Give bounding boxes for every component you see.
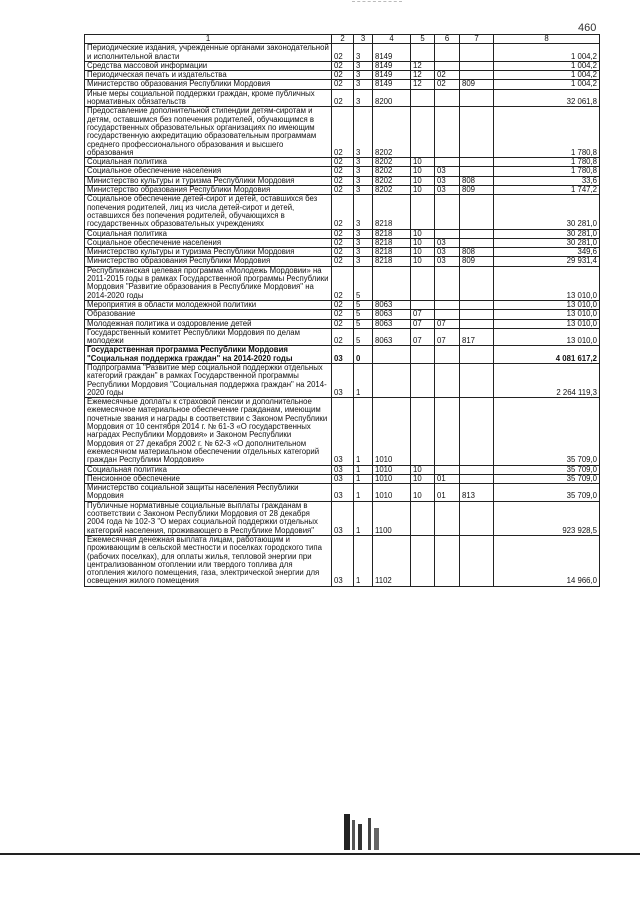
table-row	[85, 158, 600, 167]
col3-cell: 5	[354, 319, 373, 328]
row-name-cell: Периодические издания, учрежденные органами законодательной и исполнительной власти	[85, 44, 332, 62]
col5-cell: 10	[411, 238, 435, 247]
col-header-7: 7	[460, 35, 494, 44]
amount-cell: 1 780,8	[494, 107, 600, 158]
col5-cell: 12	[411, 71, 435, 80]
col-header-3: 3	[354, 35, 373, 44]
amount-cell: 349,6	[494, 248, 600, 257]
col7-cell: 809	[460, 186, 494, 195]
table-row	[85, 176, 600, 185]
col4-cell: 8063	[373, 319, 411, 328]
amount-cell: 1 004,2	[494, 61, 600, 70]
amount-cell: 35 709,0	[494, 474, 600, 483]
table-row	[85, 89, 600, 107]
col6-cell	[435, 501, 460, 535]
col3-cell: 5	[354, 310, 373, 319]
col4-cell: 1010	[373, 465, 411, 474]
col2-cell: 02	[332, 89, 354, 107]
col3-cell: 3	[354, 248, 373, 257]
col6-cell	[435, 89, 460, 107]
col5-cell: 10	[411, 186, 435, 195]
col4-cell: 8218	[373, 238, 411, 247]
col2-cell: 02	[332, 328, 354, 346]
col4-cell: 8149	[373, 71, 411, 80]
col5-cell	[411, 300, 435, 309]
row-name-cell: Подпрограмма "Развитие мер социальной поддержки отдельных категорий граждан" в рамках Государственной программы Республики Мордовия "Социальная поддержка граждан" на 2014-2020 годы	[85, 363, 332, 397]
col3-cell: 3	[354, 238, 373, 247]
col2-cell: 02	[332, 300, 354, 309]
col3-cell: 1	[354, 484, 373, 502]
col5-cell: 12	[411, 61, 435, 70]
col4-cell	[373, 346, 411, 364]
col7-cell	[460, 346, 494, 364]
col3-cell: 0	[354, 346, 373, 364]
col7-cell	[460, 44, 494, 62]
col3-cell: 3	[354, 44, 373, 62]
amount-cell: 30 281,0	[494, 238, 600, 247]
col6-cell	[435, 465, 460, 474]
col2-cell: 02	[332, 107, 354, 158]
col6-cell: 03	[435, 176, 460, 185]
col4-cell: 1100	[373, 501, 411, 535]
col2-cell: 02	[332, 158, 354, 167]
row-name-cell: Министерство образования Республики Мордовия	[85, 80, 332, 89]
page-number: 460	[578, 22, 597, 34]
row-name-cell: Министерство культуры и туризма Республики Мордовия	[85, 176, 332, 185]
col7-cell: 808	[460, 248, 494, 257]
col7-cell	[460, 107, 494, 158]
col7-cell	[460, 229, 494, 238]
col2-cell: 03	[332, 501, 354, 535]
col7-cell	[460, 158, 494, 167]
col6-cell: 07	[435, 328, 460, 346]
col6-cell	[435, 363, 460, 397]
col7-cell	[460, 474, 494, 483]
col5-cell	[411, 89, 435, 107]
col6-cell	[435, 158, 460, 167]
col7-cell: 813	[460, 484, 494, 502]
table-row	[85, 398, 600, 465]
row-name-cell: Министерство социальной защиты населения Республики Мордовия	[85, 484, 332, 502]
col4-cell	[373, 266, 411, 300]
col6-cell: 03	[435, 248, 460, 257]
col3-cell: 1	[354, 501, 373, 535]
col7-cell	[460, 465, 494, 474]
col7-cell	[460, 195, 494, 229]
col3-cell: 5	[354, 266, 373, 300]
col-header-4: 4	[373, 35, 411, 44]
row-name-cell: Социальное обеспечение населения	[85, 238, 332, 247]
amount-cell: 1 747,2	[494, 186, 600, 195]
col6-cell: 03	[435, 186, 460, 195]
col4-cell: 8063	[373, 328, 411, 346]
table-row	[85, 80, 600, 89]
col5-cell: 10	[411, 176, 435, 185]
col4-cell: 8149	[373, 80, 411, 89]
col3-cell: 3	[354, 71, 373, 80]
col4-cell: 8063	[373, 310, 411, 319]
col7-cell: 809	[460, 80, 494, 89]
col5-cell	[411, 266, 435, 300]
col4-cell: 8200	[373, 89, 411, 107]
col5-cell	[411, 398, 435, 465]
col2-cell: 03	[332, 346, 354, 364]
col7-cell	[460, 501, 494, 535]
col7-cell	[460, 238, 494, 247]
col5-cell	[411, 535, 435, 586]
amount-cell: 13 010,0	[494, 319, 600, 328]
col2-cell: 02	[332, 44, 354, 62]
amount-cell: 14 966,0	[494, 535, 600, 586]
table-row	[85, 300, 600, 309]
col2-cell: 02	[332, 71, 354, 80]
col-header-1: 1	[85, 35, 332, 44]
col3-cell: 3	[354, 186, 373, 195]
col7-cell	[460, 300, 494, 309]
amount-cell: 1 004,2	[494, 80, 600, 89]
table-row	[85, 238, 600, 247]
col7-cell: 808	[460, 176, 494, 185]
row-name-cell: Предоставление дополнительной стипендии детям-сиротам и детям, оставшимся без попечения родителей, обучающимся в государственных образовательных организациях по имеющим государственную аккредитацию образовательным программам среднего профессионального образования и высшего образования	[85, 107, 332, 158]
amount-cell: 13 010,0	[494, 300, 600, 309]
row-name-cell: Пенсионное обеспечение	[85, 474, 332, 483]
amount-cell: 4 081 617,2	[494, 346, 600, 364]
row-name-cell: Социальная политика	[85, 465, 332, 474]
table-row	[85, 310, 600, 319]
col6-cell: 01	[435, 484, 460, 502]
col3-cell: 1	[354, 535, 373, 586]
col6-cell	[435, 398, 460, 465]
col6-cell	[435, 107, 460, 158]
col7-cell	[460, 398, 494, 465]
row-name-cell: Мероприятия в области молодежной политики	[85, 300, 332, 309]
col2-cell: 03	[332, 398, 354, 465]
col4-cell	[373, 363, 411, 397]
table-row	[85, 167, 600, 176]
col3-cell: 1	[354, 363, 373, 397]
col6-cell: 02	[435, 71, 460, 80]
col7-cell	[460, 363, 494, 397]
amount-cell: 1 004,2	[494, 44, 600, 62]
col2-cell: 02	[332, 310, 354, 319]
col6-cell	[435, 300, 460, 309]
col2-cell: 03	[332, 484, 354, 502]
col6-cell: 01	[435, 474, 460, 483]
col4-cell: 8063	[373, 300, 411, 309]
col7-cell	[460, 266, 494, 300]
table-row	[85, 501, 600, 535]
table-row	[85, 61, 600, 70]
col5-cell	[411, 44, 435, 62]
table-row	[85, 44, 600, 62]
table-row	[85, 248, 600, 257]
row-name-cell: Министерство культуры и туризма Республики Мордовия	[85, 248, 332, 257]
row-name-cell: Социальная политика	[85, 158, 332, 167]
col4-cell: 8149	[373, 61, 411, 70]
col6-cell	[435, 346, 460, 364]
amount-cell: 1 004,2	[494, 71, 600, 80]
table-row	[85, 195, 600, 229]
col2-cell: 02	[332, 238, 354, 247]
col6-cell: 03	[435, 238, 460, 247]
col4-cell: 1010	[373, 398, 411, 465]
row-name-cell: Ежемесячные доплаты к страховой пенсии и дополнительное ежемесячное материальное обеспечение гражданам, имеющим почетные звания и награды в соответствии с Законом Республики Мордовия от 10 сентября 2014 г. № 61-З «О государственных наградах Республики Мордовия» и Законом Республики Мордовия от 27 декабря 2002 г. № 62-З «О дополнительном ежемесячном материальном обеспечении отдельных категорий граждан Республики Мордовия»	[85, 398, 332, 465]
row-name-cell: Образование	[85, 310, 332, 319]
col2-cell: 03	[332, 474, 354, 483]
row-name-cell: Министерство образования Республики Мордовия	[85, 257, 332, 266]
col2-cell: 03	[332, 363, 354, 397]
col6-cell	[435, 535, 460, 586]
row-name-cell: Республиканская целевая программа «Молодежь Мордовии» на 2011-2015 годы в рамках Государственной программы Республики Мордовия "Развитие образования в Республике Мордовия" на 2014-2020 годы	[85, 266, 332, 300]
col3-cell: 3	[354, 195, 373, 229]
col7-cell	[460, 89, 494, 107]
col6-cell	[435, 61, 460, 70]
amount-cell: 29 931,4	[494, 257, 600, 266]
scan-artifact-stamp	[332, 810, 394, 854]
col2-cell: 02	[332, 167, 354, 176]
budget-table	[84, 34, 600, 587]
table-row	[85, 346, 600, 364]
col6-cell: 03	[435, 167, 460, 176]
col6-cell: 07	[435, 319, 460, 328]
col-header-2: 2	[332, 35, 354, 44]
row-name-cell: Ежемесячная денежная выплата лицам, работающим и проживающим в сельской местности и поселках городского типа (рабочих поселках), для оплаты жилья, тепловой энергии при централизованном отоплении или твердого топлива для отопления жилого помещения, газа, электрической энергии для освещения жилого помещения	[85, 535, 332, 586]
row-name-cell: Государственная программа Республики Мордовия "Социальная поддержка граждан" на 2014-2020 годы	[85, 346, 332, 364]
amount-cell: 30 281,0	[494, 195, 600, 229]
amount-cell: 13 010,0	[494, 266, 600, 300]
amount-cell: 1 780,8	[494, 167, 600, 176]
col6-cell	[435, 266, 460, 300]
col3-cell: 3	[354, 167, 373, 176]
col6-cell: 03	[435, 257, 460, 266]
col5-cell: 10	[411, 474, 435, 483]
col3-cell: 1	[354, 398, 373, 465]
amount-cell: 33,6	[494, 176, 600, 185]
col2-cell: 02	[332, 195, 354, 229]
table-row	[85, 229, 600, 238]
scan-marks	[352, 1, 402, 6]
col4-cell: 8218	[373, 257, 411, 266]
col2-cell: 02	[332, 80, 354, 89]
col5-cell: 10	[411, 465, 435, 474]
col6-cell	[435, 44, 460, 62]
row-name-cell: Социальное обеспечение населения	[85, 167, 332, 176]
col5-cell: 12	[411, 80, 435, 89]
amount-cell: 923 928,5	[494, 501, 600, 535]
col4-cell: 8202	[373, 176, 411, 185]
amount-cell: 32 061,8	[494, 89, 600, 107]
row-name-cell: Периодическая печать и издательства	[85, 71, 332, 80]
col5-cell: 07	[411, 328, 435, 346]
col7-cell: 817	[460, 328, 494, 346]
col2-cell: 02	[332, 319, 354, 328]
row-name-cell: Социальная политика	[85, 229, 332, 238]
col7-cell	[460, 535, 494, 586]
col-header-5: 5	[411, 35, 435, 44]
col3-cell: 3	[354, 61, 373, 70]
amount-cell: 35 709,0	[494, 465, 600, 474]
col6-cell: 02	[435, 80, 460, 89]
col2-cell: 02	[332, 61, 354, 70]
col2-cell: 02	[332, 248, 354, 257]
table-row	[85, 474, 600, 483]
col2-cell: 02	[332, 229, 354, 238]
table-row	[85, 484, 600, 502]
col5-cell	[411, 195, 435, 229]
col7-cell	[460, 167, 494, 176]
col5-cell	[411, 346, 435, 364]
col3-cell: 3	[354, 158, 373, 167]
col-header-6: 6	[435, 35, 460, 44]
row-name-cell: Молодежная политика и оздоровление детей	[85, 319, 332, 328]
col7-cell	[460, 319, 494, 328]
table-body	[85, 44, 600, 586]
amount-cell: 30 281,0	[494, 229, 600, 238]
col4-cell: 8202	[373, 158, 411, 167]
col6-cell	[435, 195, 460, 229]
row-name-cell: Социальное обеспечение детей-сирот и детей, оставшихся без попечения родителей, лиц из числа детей-сирот и детей, оставшихся без попечения родителей, обучающихся в государственных образовательных учреждениях	[85, 195, 332, 229]
col4-cell: 1010	[373, 484, 411, 502]
table-row	[85, 535, 600, 586]
col4-cell: 8202	[373, 186, 411, 195]
col3-cell: 3	[354, 80, 373, 89]
col2-cell: 02	[332, 266, 354, 300]
col5-cell: 10	[411, 484, 435, 502]
table-row	[85, 319, 600, 328]
col5-cell: 10	[411, 158, 435, 167]
col3-cell: 5	[354, 300, 373, 309]
col4-cell: 1010	[373, 474, 411, 483]
amount-cell: 2 264 119,3	[494, 363, 600, 397]
col3-cell: 5	[354, 328, 373, 346]
col4-cell: 8218	[373, 229, 411, 238]
col2-cell: 02	[332, 186, 354, 195]
col7-cell	[460, 71, 494, 80]
col3-cell: 3	[354, 229, 373, 238]
table-row	[85, 328, 600, 346]
col7-cell	[460, 310, 494, 319]
col6-cell	[435, 310, 460, 319]
col4-cell: 1102	[373, 535, 411, 586]
table-row	[85, 107, 600, 158]
col2-cell: 03	[332, 465, 354, 474]
amount-cell: 1 780,8	[494, 158, 600, 167]
col5-cell	[411, 107, 435, 158]
page-bottom-rule	[0, 853, 640, 855]
col5-cell: 10	[411, 257, 435, 266]
col2-cell: 02	[332, 176, 354, 185]
table-row	[85, 266, 600, 300]
col7-cell: 809	[460, 257, 494, 266]
col5-cell	[411, 363, 435, 397]
row-name-cell: Государственный комитет Республики Мордовия по делам молодежи	[85, 328, 332, 346]
col3-cell: 3	[354, 89, 373, 107]
row-name-cell: Публичные нормативные социальные выплаты гражданам в соответствии с Законом Республики Мордовия от 28 декабря 2004 года № 102-З "О мерах социальной поддержки отдельных категорий населения, проживающего в Республике Мордовия"	[85, 501, 332, 535]
col4-cell: 8202	[373, 167, 411, 176]
table-row	[85, 186, 600, 195]
col5-cell: 10	[411, 167, 435, 176]
col5-cell: 10	[411, 229, 435, 238]
col5-cell: 07	[411, 319, 435, 328]
col4-cell: 8149	[373, 44, 411, 62]
col5-cell: 07	[411, 310, 435, 319]
row-name-cell: Средства массовой информации	[85, 61, 332, 70]
col5-cell: 10	[411, 248, 435, 257]
col6-cell	[435, 229, 460, 238]
col3-cell: 1	[354, 474, 373, 483]
col7-cell	[460, 61, 494, 70]
col4-cell: 8218	[373, 195, 411, 229]
table-row	[85, 465, 600, 474]
amount-cell: 13 010,0	[494, 328, 600, 346]
amount-cell: 35 709,0	[494, 484, 600, 502]
row-name-cell: Иные меры социальной поддержки граждан, кроме публичных нормативных обязательств	[85, 89, 332, 107]
col2-cell: 03	[332, 535, 354, 586]
col5-cell	[411, 501, 435, 535]
table-row	[85, 257, 600, 266]
amount-cell: 13 010,0	[494, 310, 600, 319]
row-name-cell: Министерство образования Республики Мордовия	[85, 186, 332, 195]
col4-cell: 8202	[373, 107, 411, 158]
col2-cell: 02	[332, 257, 354, 266]
col3-cell: 1	[354, 465, 373, 474]
col3-cell: 3	[354, 257, 373, 266]
col3-cell: 3	[354, 176, 373, 185]
table-header-row	[85, 35, 600, 44]
col3-cell: 3	[354, 107, 373, 158]
amount-cell: 35 709,0	[494, 398, 600, 465]
table-row	[85, 363, 600, 397]
table-row	[85, 71, 600, 80]
col-header-8: 8	[494, 35, 600, 44]
col4-cell: 8218	[373, 248, 411, 257]
